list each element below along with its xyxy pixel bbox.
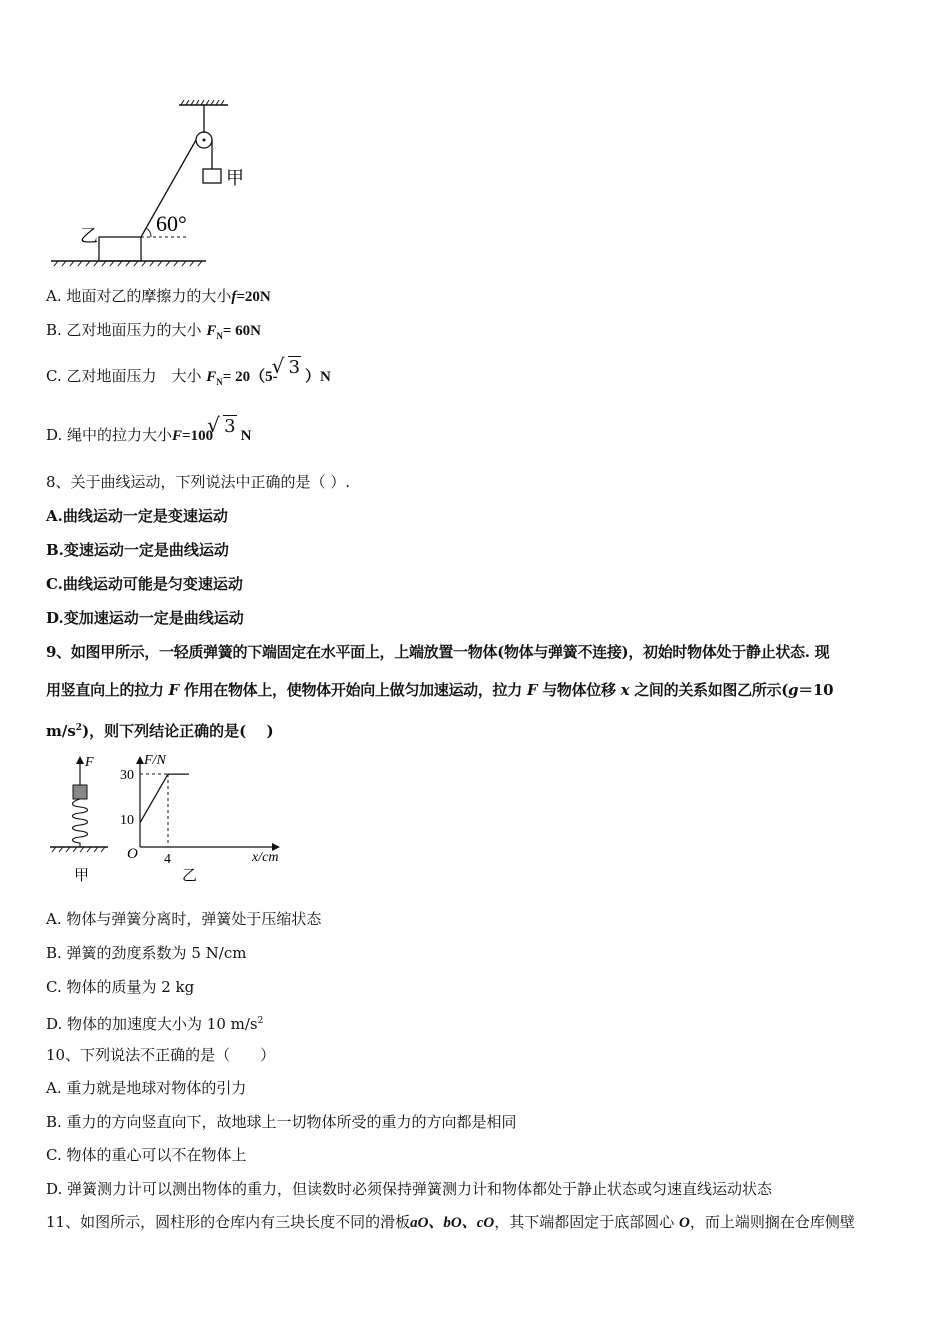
q10-option-d: D. 弹簧测力计可以测出物体的重力，但读数时必须保持弹簧测力计和物体都处于静止状态或匀速直线运动状态 <box>46 1180 773 1198</box>
label-jia: 甲 <box>74 868 90 884</box>
sqrt-symbol: √ 3 <box>278 358 301 378</box>
angle-label: 60° <box>156 211 187 236</box>
q9-stem-line3: $m/s^2$)，则下列结论正确的是( ) <box>46 722 274 740</box>
force-label: F <box>85 755 94 770</box>
force-displacement-graph <box>120 753 280 867</box>
q9-stem-line2: 用竖直向上的拉力 F 作用在物体上，使物体开始向上做匀加速运动，拉力 F 与物体位移 x 之间的关系如图乙所示(g＝10 <box>46 681 834 699</box>
label-yi: 乙 <box>182 868 198 884</box>
series-line <box>140 774 189 823</box>
y-axis-label: F/N <box>144 753 166 768</box>
q9-option-b: B. 弹簧的劲度系数为 5 N/cm <box>46 944 247 962</box>
q8-option-b: B.变速运动一定是曲线运动 <box>46 541 229 559</box>
q9-option-c: C. 物体的质量为 2 kg <box>46 978 195 996</box>
sqrt-symbol: √ 3 <box>213 417 236 437</box>
x-tick-4: 4 <box>164 852 171 867</box>
x-axis-label: x/cm <box>252 850 279 865</box>
q10-option-a: A. 重力就是地球对物体的引力 <box>46 1079 247 1097</box>
y-tick-10: 10 <box>120 813 134 828</box>
q7-option-a: A. 地面对乙的摩擦力的大小f=20N <box>46 287 271 305</box>
q8-stem: 8、关于曲线运动，下列说法中正确的是（ ）. <box>46 473 351 491</box>
label-yi: 乙 <box>80 226 98 246</box>
q7-option-d: D. 绳中的拉力大小F=100√ 3 N <box>46 425 251 446</box>
q9-stem-line1: 9、如图甲所示，一轻质弹簧的下端固定在水平面上，上端放置一物体(物体与弹簧不连接)，初始时物体处于静止状态. 现 <box>46 643 830 661</box>
q9-option-a: A. 物体与弹簧分离时，弹簧处于压缩状态 <box>46 910 322 928</box>
q8-option-c: C.曲线运动可能是匀变速运动 <box>46 575 243 593</box>
q8-option-a: A.曲线运动一定是变速运动 <box>46 507 228 525</box>
q10-option-b: B. 重力的方向竖直向下，故地球上一切物体所受的重力的方向都是相同 <box>46 1113 517 1131</box>
q10-stem: 10、下列说法不正确的是（ ） <box>46 1046 276 1064</box>
label-jia: 甲 <box>226 168 244 188</box>
q7-option-c: C. 乙对地面压力 大小 $F_N= 20(5-√$ 3 ）N <box>46 366 331 392</box>
pulley-figure <box>46 100 266 275</box>
y-tick-30: 30 <box>120 768 134 783</box>
q7-option-b: B. 乙对地面压力的大小 $F_N= 60N$ <box>46 321 261 341</box>
q9-option-d: D. 物体的加速度大小为 10 $m/s^2$ <box>46 1015 264 1033</box>
q10-option-c: C. 物体的重心可以不在物体上 <box>46 1146 247 1164</box>
q11-stem: 11、如图所示，圆柱形的仓库内有三块长度不同的滑板aO、bO、cO，其下端都固定于底部圆心 O，而上端则搁在仓库侧壁 <box>46 1213 855 1231</box>
q8-option-d: D.变加速运动一定是曲线运动 <box>46 609 244 627</box>
spring-figure <box>46 750 296 890</box>
origin-label: O <box>127 846 138 862</box>
